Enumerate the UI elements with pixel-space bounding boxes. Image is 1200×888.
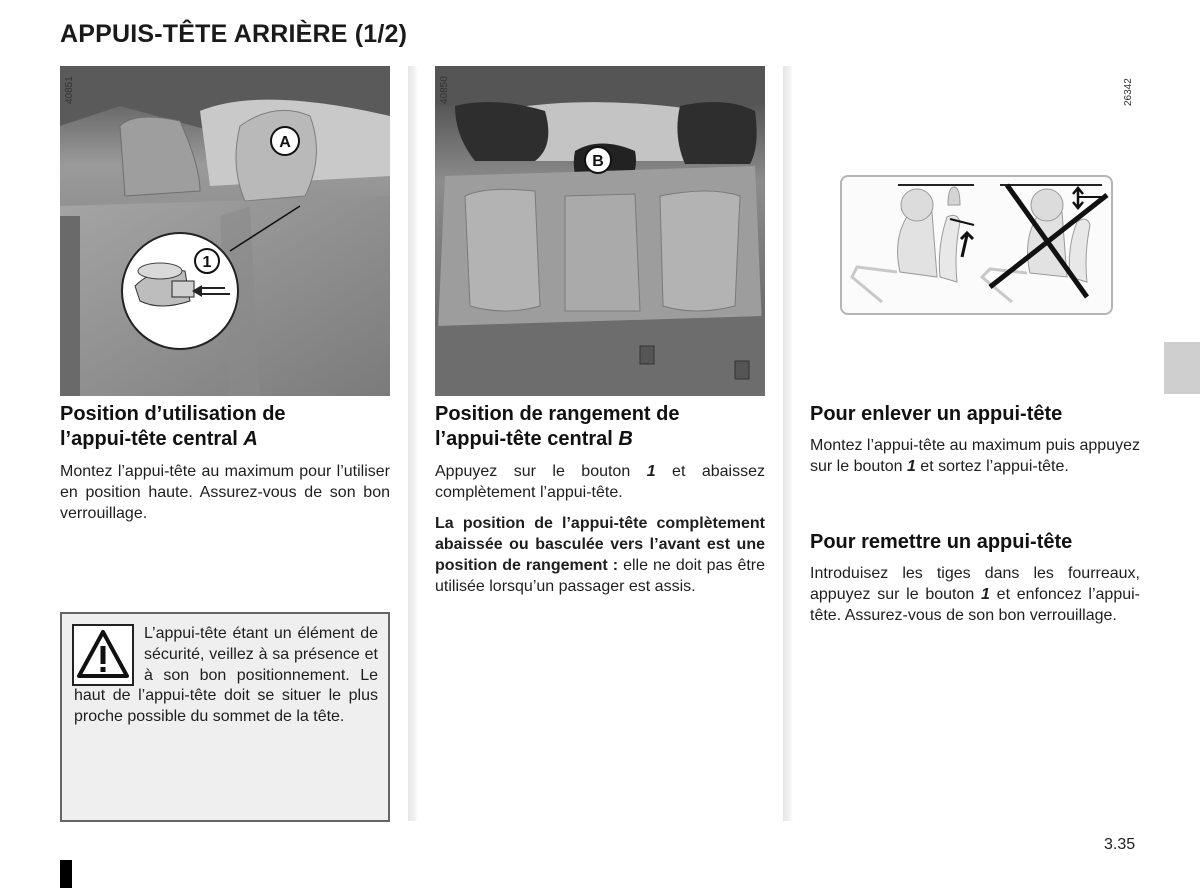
page-number: 3.35: [1104, 836, 1136, 853]
use-position-paragraph: Montez l’appui-tête au maximum pour l’utiliser en position haute. Assurez-vous de son bon verrouillage.: [60, 463, 390, 522]
button-ref-1: 1: [981, 586, 990, 603]
refit-headrest-paragraph: [810, 563, 1140, 626]
figure-ref-40851: 40851: [64, 76, 75, 104]
text-run: et abaissez complètement l’appui-tête.: [435, 463, 765, 501]
section-title-line1: Position d’utilisation de: [60, 403, 286, 425]
chapter-side-tab: [1164, 342, 1200, 394]
storage-position-paragraph: [435, 461, 765, 503]
remove-headrest-paragraph: [810, 435, 1140, 477]
headrest-storage-photo: [435, 66, 765, 396]
text-run: Introduisez les tiges dans les fourreaux, appuyez sur le bouton: [810, 565, 1140, 603]
text-run: et enfoncez l’appui-tête. Assurez-vous de son bon verrouillage.: [810, 586, 1141, 624]
button-ref-1: 1: [906, 458, 916, 475]
headrest-height-illustration: [840, 175, 1113, 315]
headrest-use-photo: [60, 66, 390, 396]
text-run: et sortez l’appui-tête.: [915, 458, 1069, 475]
section-title-line1: Position de rangement de: [435, 403, 680, 425]
column-divider-left: [408, 66, 418, 821]
column-divider-right: [783, 66, 793, 821]
figure-ref-26342: 26342: [1123, 78, 1134, 106]
section-title-refit-headrest: Pour remettre un appui-tête: [810, 531, 1073, 553]
storage-warning-normal: elle ne doit pas être utilisée lorsqu’un passager est assis.: [435, 557, 766, 595]
text-run: Appuyez sur le bouton: [435, 463, 647, 480]
storage-warning-paragraph: [435, 513, 765, 597]
section-title-use-position: [60, 402, 390, 452]
section-title-storage-position: [435, 402, 765, 452]
button-ref-1: 1: [646, 463, 656, 480]
section-title-ref-a: A: [243, 428, 258, 450]
section-title-line2: l’appui-tête central: [60, 428, 244, 450]
warning-text: L’appui-tête étant un élément de sécurité, veillez à sa présence et à son bon positionnement. Le haut de l’appui-tête doit se situer le plus proche possible du sommet de la tête.: [74, 625, 378, 726]
storage-warning-bold: La position de l’appui-tête complètement abaissée ou basculée vers l’avant est une position de rangement :: [435, 515, 765, 574]
warning-text-wrap: [74, 624, 378, 728]
section-title-line2: l’appui-tête central: [435, 428, 619, 450]
figure-label-b: B: [592, 153, 604, 170]
figure-label-1: 1: [202, 254, 212, 271]
page-corner-mark: [60, 860, 72, 888]
warning-box: [60, 612, 390, 822]
figure-ref-40850: 40850: [439, 76, 450, 104]
page-title: APPUIS-TÊTE ARRIÈRE (1/2): [60, 20, 408, 48]
section-title-remove-headrest: Pour enlever un appui-tête: [810, 403, 1063, 425]
figure-label-a: A: [279, 134, 291, 151]
section-title-ref-b: B: [618, 428, 633, 450]
text-run: Montez l’appui-tête au maximum puis appuyez sur le bouton: [810, 437, 1140, 475]
